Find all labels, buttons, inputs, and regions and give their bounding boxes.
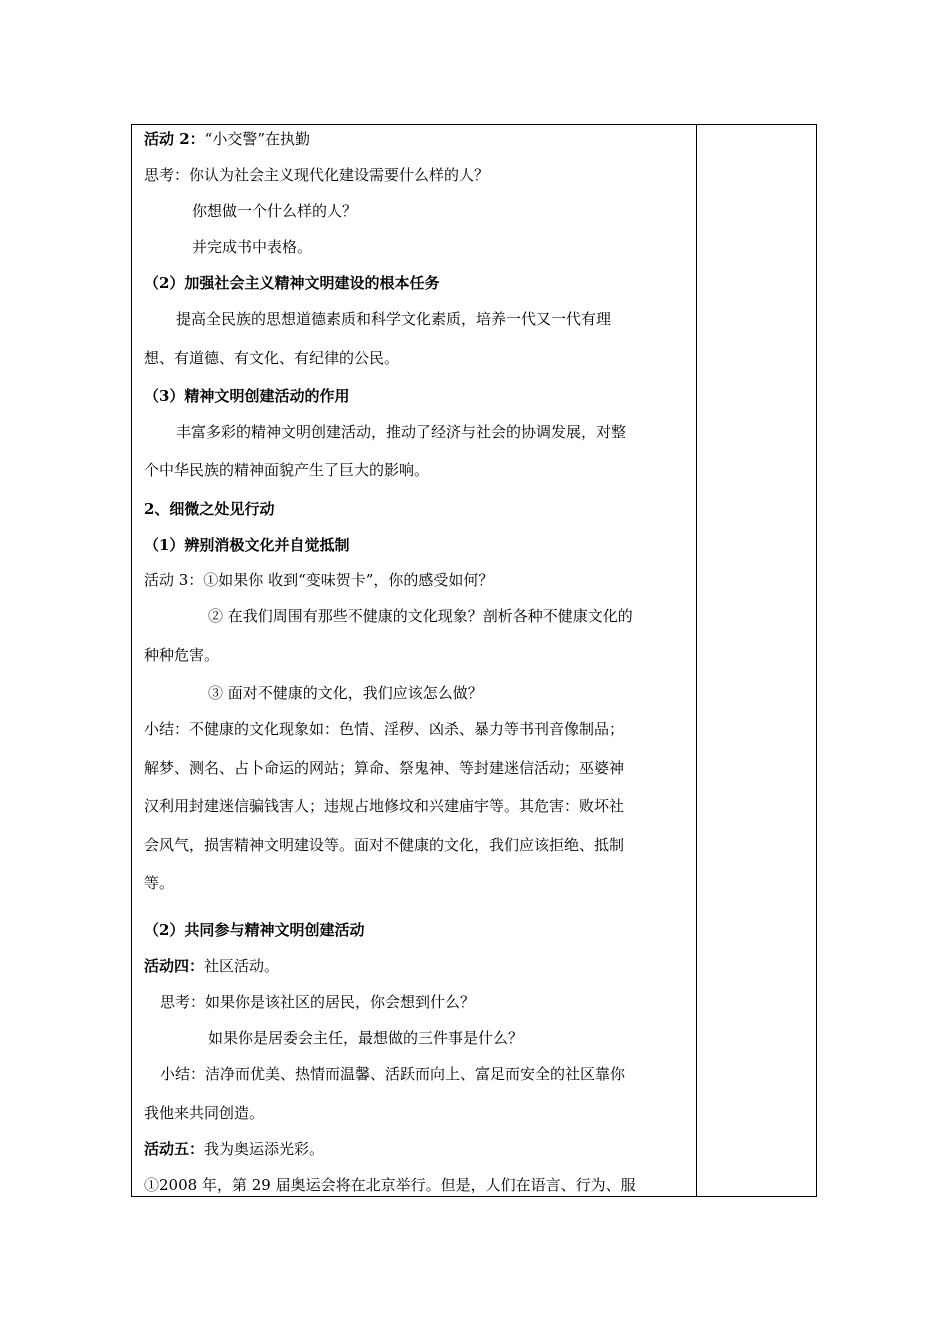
text-run: “小交警”在执勤 xyxy=(204,130,311,148)
text-line: 个中华民族的精神面貌产生了巨大的影响。 xyxy=(144,461,430,479)
text-line xyxy=(144,1139,324,1159)
text-line: 丰富多彩的精神文明创建活动，推动了经济与社会的协调发展，对整 xyxy=(176,423,627,441)
section-heading: （1）辨别消极文化并自觉抵制 xyxy=(144,536,350,554)
text-line: 小结：洁净而优美、热情而温馨、活跃而向上、富足而安全的社区靠你 xyxy=(160,1065,626,1083)
bold-run: 活动五： xyxy=(144,1140,205,1158)
text-line xyxy=(144,956,279,976)
text-line: ③ 面对不健康的文化，我们应该怎么做？ xyxy=(208,684,483,702)
text-line: 等。 xyxy=(144,874,175,892)
text-line: ①2008 年，第 29 届奥运会将在北京举行。但是，人们在语言、行为、服 xyxy=(144,1176,636,1194)
lesson-table xyxy=(131,124,817,1197)
text-line: 你想做一个什么样的人？ xyxy=(192,202,358,220)
bold-run: 活动 2： xyxy=(144,130,205,148)
text-line: 思考：你认为社会主义现代化建设需要什么样的人？ xyxy=(144,166,490,184)
section-heading: （2）共同参与精神文明创建活动 xyxy=(144,921,365,939)
text-line: 解梦、测名、占卜命运的网站；算命、祭鬼神、等封建迷信活动；巫婆神 xyxy=(144,759,625,777)
text-line: 种种危害。 xyxy=(144,646,220,664)
text-line: 会风气，损害精神文明建设等。面对不健康的文化，我们应该拒绝、抵制 xyxy=(144,836,625,854)
text-line xyxy=(144,129,310,149)
text-line: 汉利用封建迷信骗钱害人；违规占地修坟和兴建庙宇等。其危害：败坏社 xyxy=(144,797,625,815)
text-line: 并完成书中表格。 xyxy=(192,238,313,256)
bold-run: 活动四： xyxy=(144,957,205,975)
text-run: 社区活动。 xyxy=(204,957,280,975)
text-line: 思考：如果你是该社区的居民，你会想到什么？ xyxy=(160,993,476,1011)
section-heading: （3）精神文明创建活动的作用 xyxy=(144,387,350,405)
text-line: 想、有道德、有文化、有纪律的公民。 xyxy=(144,349,400,367)
text-line: 提高全民族的思想道德素质和科学文化素质，培养一代又一代有理 xyxy=(176,310,612,328)
section-heading: 2、细微之处见行动 xyxy=(144,500,275,518)
text-line: 小结：不健康的文化现象如：色情、淫秽、凶杀、暴力等书刊音像制品； xyxy=(144,720,625,738)
text-line: 如果你是居委会主任，最想做的三件事是什么？ xyxy=(208,1029,524,1047)
text-line: 活动 3：①如果你 收到“变味贺卡”，你的感受如何？ xyxy=(144,571,494,589)
content-column xyxy=(132,125,696,1196)
text-line: 我他来共同创造。 xyxy=(144,1104,265,1122)
section-heading: （2）加强社会主义精神文明建设的根本任务 xyxy=(144,274,440,292)
text-line: ② 在我们周围有那些不健康的文化现象？剖析各种不健康文化的 xyxy=(208,607,633,625)
text-run: 我为奥运添光彩。 xyxy=(204,1140,325,1158)
notes-column xyxy=(697,125,816,1196)
